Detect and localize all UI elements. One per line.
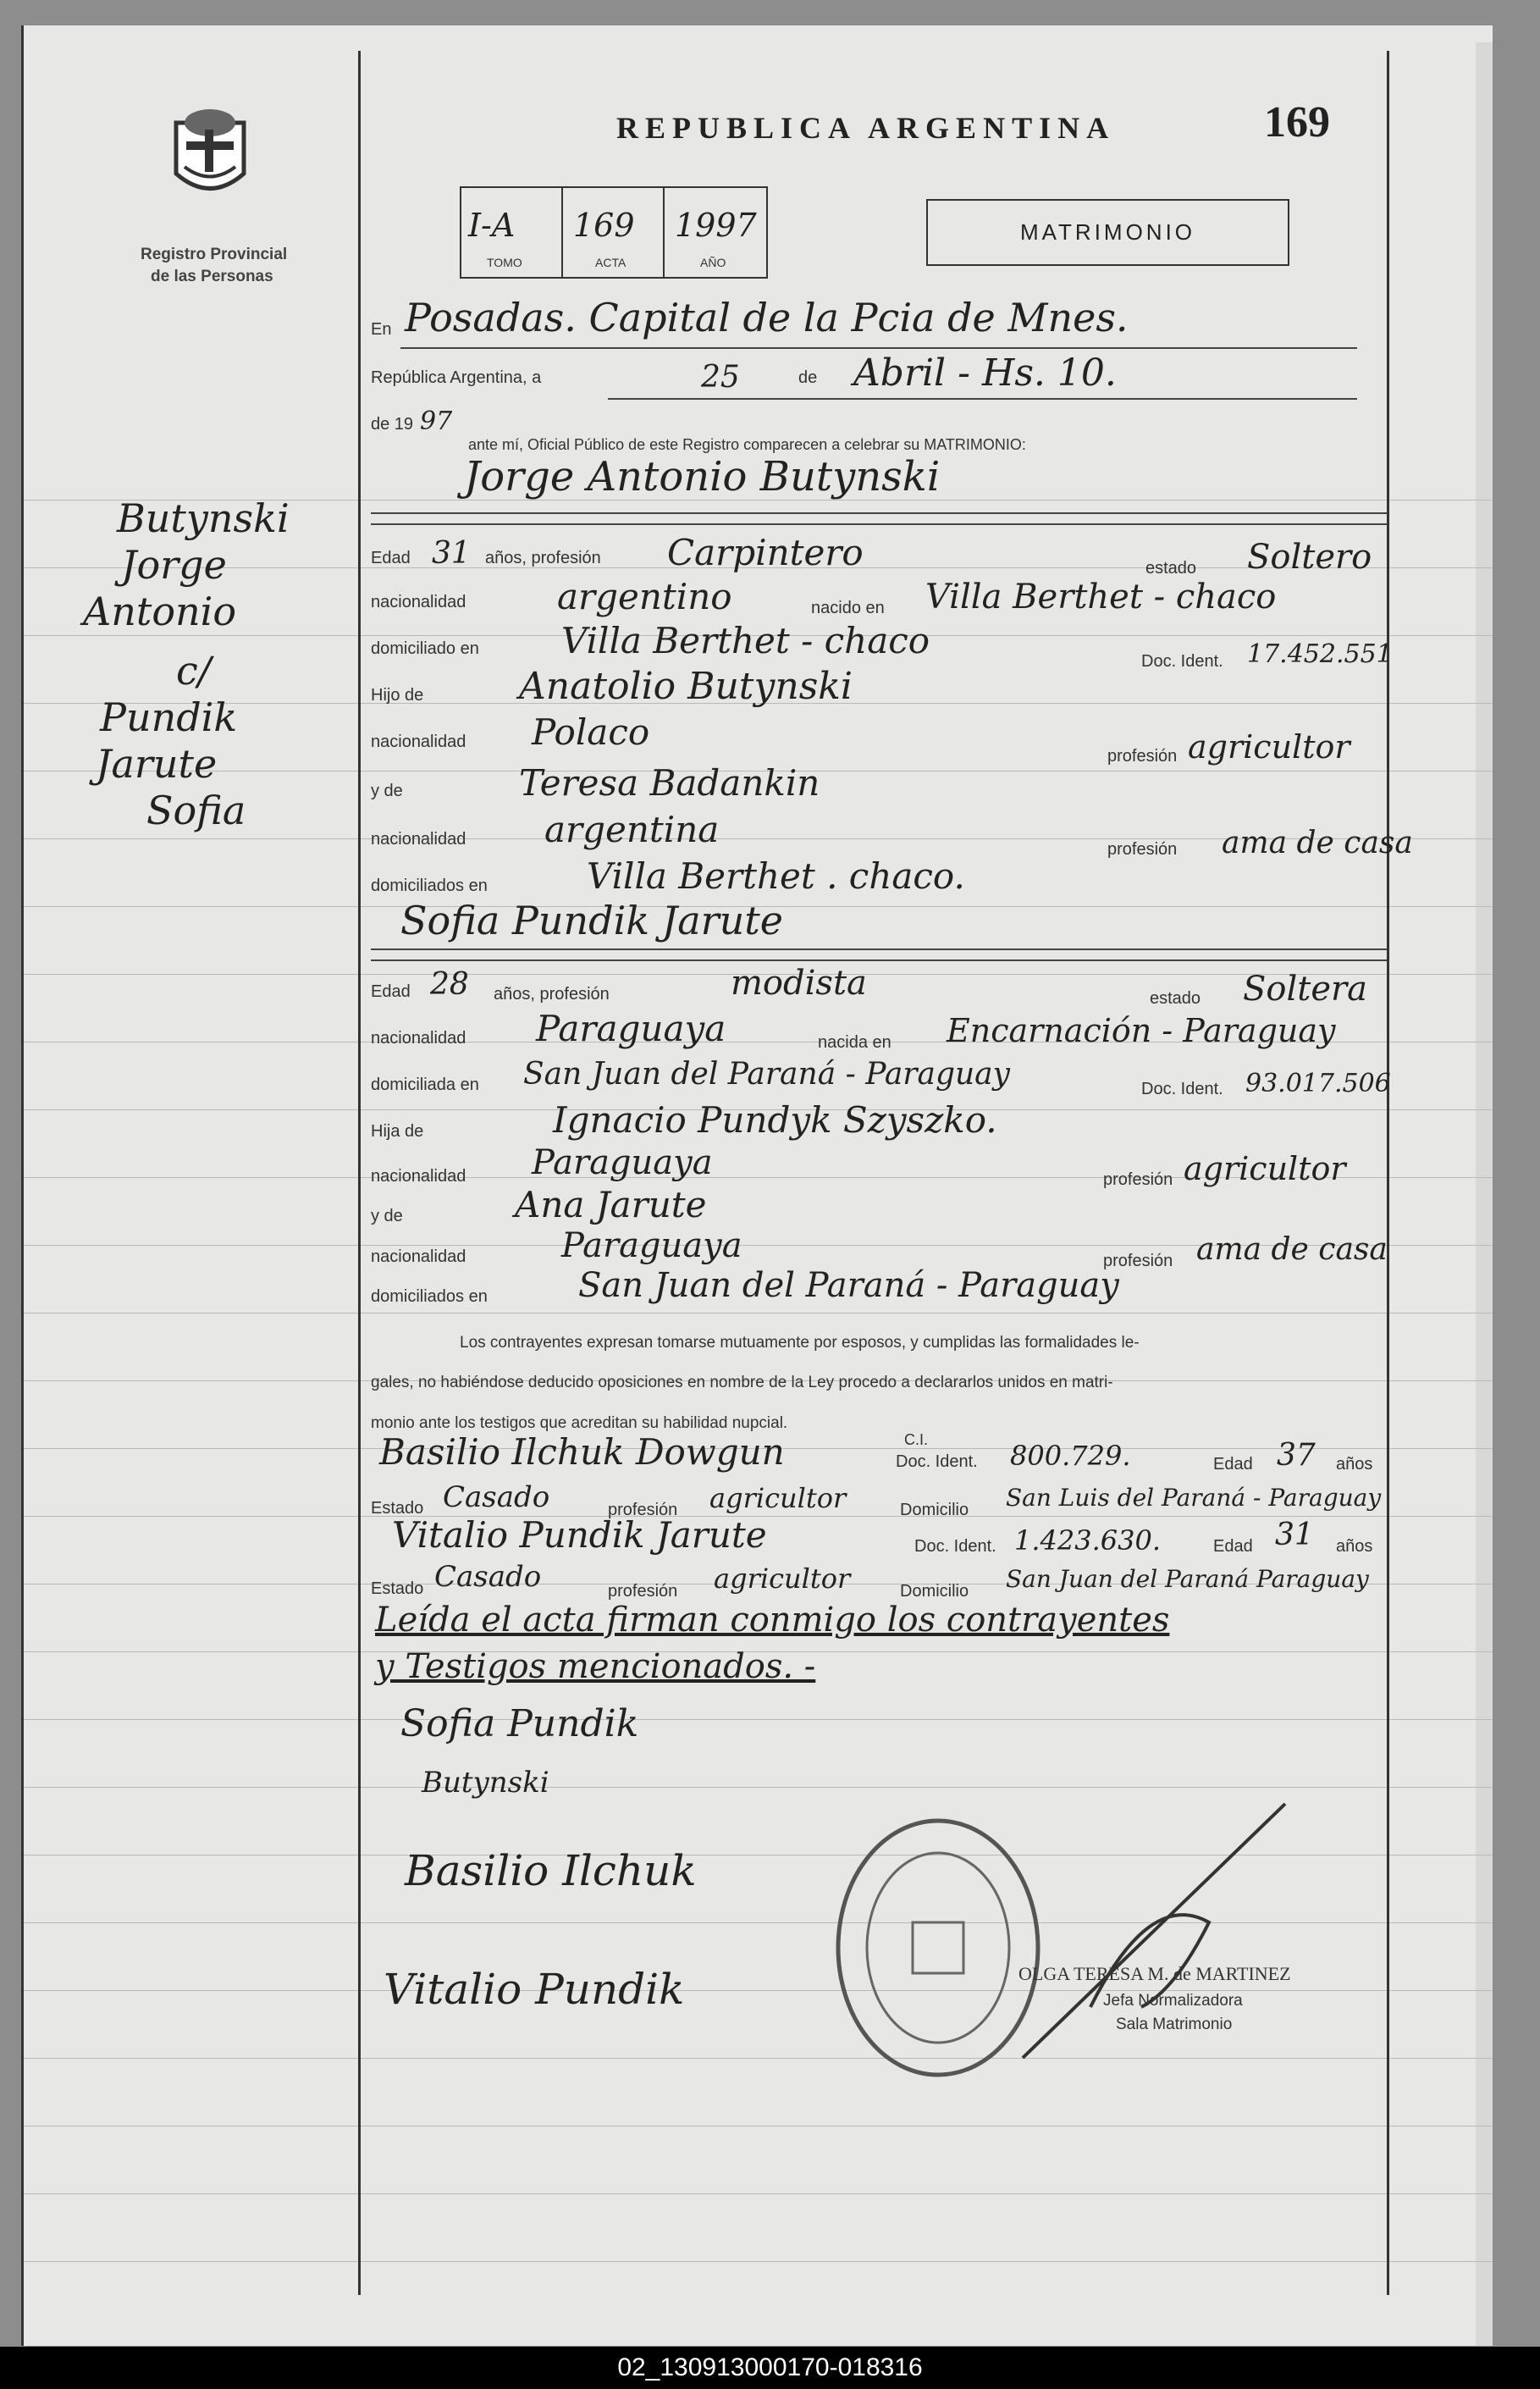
margin-first-name: Jorge bbox=[121, 542, 227, 588]
bride-father-nat-label: nacionalidad bbox=[371, 1167, 466, 1186]
bride-name: Sofia Pundik Jarute bbox=[400, 898, 783, 943]
signature-groom: Butynski bbox=[422, 1766, 549, 1800]
groom-domicile: Villa Berthet - chaco bbox=[561, 620, 930, 661]
witness1-estado-label: Estado bbox=[371, 1499, 424, 1518]
groom-name: Jorge Antonio Butynski bbox=[464, 453, 941, 500]
witness2-doc: 1.423.630. bbox=[1014, 1524, 1162, 1557]
margin-middle-name: Antonio bbox=[83, 589, 237, 634]
witness2-prof-label: profesión bbox=[608, 1582, 678, 1601]
right-border bbox=[1387, 51, 1389, 2295]
witness2-dom-label: Domicilio bbox=[900, 1582, 969, 1601]
closing-line-2: y Testigos mencionados. - bbox=[375, 1647, 816, 1686]
bride-profesion-label: años, profesión bbox=[494, 985, 610, 1004]
groom-doc: 17.452.551 bbox=[1247, 639, 1393, 669]
official-title-2: Sala Matrimonio bbox=[1116, 2016, 1233, 2033]
bride-parents-dom-label: domiciliados en bbox=[371, 1287, 488, 1306]
bride-mother: Ana Jarute bbox=[515, 1184, 707, 1225]
groom-father-profession: agricultor bbox=[1188, 728, 1350, 766]
page-edge bbox=[1476, 42, 1493, 2346]
margin-con: c/ bbox=[176, 648, 212, 694]
witness2-estado: Casado bbox=[434, 1560, 542, 1594]
margin-bride-first-name: Sofia bbox=[146, 788, 246, 833]
groom-doc-label: Doc. Ident. bbox=[1141, 652, 1223, 671]
witness1-doc-label: Doc. Ident. bbox=[896, 1452, 978, 1471]
bride-birthplace: Encarnación - Paraguay bbox=[947, 1012, 1336, 1049]
month-hour-value: Abril - Hs. 10. bbox=[853, 351, 1117, 395]
fill-line bbox=[371, 959, 1387, 961]
bride-parents-domicile: San Juan del Paraná - Paraguay bbox=[578, 1266, 1119, 1305]
en-label: En bbox=[371, 320, 392, 339]
bride-edad-label: Edad bbox=[371, 982, 411, 1001]
fill-line bbox=[371, 948, 1387, 950]
bride-mother-nat-label: nacionalidad bbox=[371, 1247, 466, 1266]
bride-nationality: Paraguaya bbox=[536, 1008, 726, 1049]
witness1-domicile: San Luis del Paraná - Paraguay bbox=[1006, 1484, 1382, 1512]
groom-edad-label: Edad bbox=[371, 549, 411, 567]
bride-yde-label: y de bbox=[371, 1207, 403, 1225]
closing-line-1: Leída el acta firman conmigo los contrayentes bbox=[375, 1601, 1170, 1640]
bride-father: Ignacio Pundyk Szyszko. bbox=[553, 1099, 997, 1141]
bride-dom-label: domiciliada en bbox=[371, 1076, 479, 1094]
bride-father-profession: agricultor bbox=[1184, 1150, 1346, 1187]
fill-line bbox=[371, 523, 1387, 525]
groom-mother: Teresa Badankin bbox=[519, 762, 820, 804]
groom-birthplace: Villa Berthet - chaco bbox=[925, 578, 1277, 617]
groom-mother-nat-label: nacionalidad bbox=[371, 830, 466, 849]
acta-label: ACTA bbox=[595, 256, 626, 269]
groom-nationality: argentino bbox=[557, 576, 732, 617]
margin-bride-second-surname: Jarute bbox=[96, 741, 218, 787]
groom-profession: Carpintero bbox=[667, 532, 864, 573]
registry-name-line1: Registro Provincial bbox=[141, 246, 288, 263]
witness1-edad-label: Edad bbox=[1213, 1455, 1253, 1474]
witness2-age: 31 bbox=[1275, 1518, 1314, 1552]
signature-witness1: Basilio Ilchuk bbox=[405, 1846, 697, 1895]
ruled-line bbox=[24, 2193, 1493, 2194]
registry-emblem-icon bbox=[168, 106, 252, 207]
witness1-anos-label: años bbox=[1336, 1455, 1373, 1474]
witness2-name: Vitalio Pundik Jarute bbox=[392, 1514, 767, 1556]
ruled-line bbox=[24, 1719, 1493, 1720]
witness1-ci: C.I. bbox=[904, 1431, 929, 1448]
witness2-doc-label: Doc. Ident. bbox=[914, 1537, 996, 1556]
groom-nat-label: nacionalidad bbox=[371, 593, 466, 611]
groom-hijo-label: Hijo de bbox=[371, 686, 424, 705]
official-title-1: Jefa Normalizadora bbox=[1103, 1992, 1243, 2010]
bride-mother-prof-label: profesión bbox=[1103, 1252, 1173, 1270]
fill-line bbox=[608, 398, 1357, 400]
act-type-box: MATRIMONIO bbox=[926, 199, 1289, 266]
bride-estado-label: estado bbox=[1150, 989, 1201, 1008]
groom-estado-label: estado bbox=[1145, 559, 1197, 578]
groom-mother-profession: ama de casa bbox=[1222, 826, 1413, 860]
witness2-domicile: San Juan del Paraná Paraguay bbox=[1006, 1565, 1369, 1593]
margin-bride-surname: Pundik bbox=[100, 694, 238, 740]
year-prefix: de 19 bbox=[371, 415, 414, 434]
declaration-line-2: gales, no habiéndose deducido oposiciones en nombre de la Ley procedo a declararlos unidos en matri- bbox=[371, 1374, 1113, 1391]
witness2-anos-label: años bbox=[1336, 1537, 1373, 1556]
groom-yde-label: y de bbox=[371, 782, 403, 800]
bride-estado: Soltera bbox=[1243, 970, 1367, 1009]
witness1-doc: 800.729. bbox=[1010, 1440, 1131, 1472]
witness1-estado: Casado bbox=[443, 1480, 550, 1514]
fill-line bbox=[400, 347, 1357, 349]
witness2-profession: agricultor bbox=[714, 1562, 851, 1595]
bride-mother-nationality: Paraguaya bbox=[561, 1226, 742, 1265]
ruled-line bbox=[24, 2261, 1493, 2262]
bride-hija-label: Hija de bbox=[371, 1122, 424, 1141]
record-box bbox=[460, 186, 768, 279]
margin-surname: Butynski bbox=[117, 495, 290, 541]
witness1-age: 37 bbox=[1277, 1438, 1316, 1473]
bride-domicile: San Juan del Paraná - Paraguay bbox=[523, 1057, 1010, 1092]
signature-bride: Sofia Pundik bbox=[400, 1702, 639, 1745]
year-suffix: 97 bbox=[420, 406, 453, 436]
witness2-edad-label: Edad bbox=[1213, 1537, 1253, 1556]
witness1-name: Basilio Ilchuk Dowgun bbox=[379, 1431, 785, 1473]
fill-line bbox=[371, 512, 1387, 514]
groom-estado: Soltero bbox=[1247, 538, 1372, 577]
bride-father-nationality: Paraguaya bbox=[532, 1143, 713, 1182]
image-code: 02_130913000170-018316 bbox=[617, 2353, 923, 2381]
republica-label: República Argentina, a bbox=[371, 368, 542, 387]
tomo-value: I-A bbox=[468, 207, 516, 244]
groom-mother-prof-label: profesión bbox=[1107, 840, 1178, 859]
tomo-label: TOMO bbox=[487, 256, 522, 269]
groom-mother-nationality: argentina bbox=[544, 809, 720, 850]
place-value: Posadas. Capital de la Pcia de Mnes. bbox=[405, 295, 1129, 340]
witness1-dom-label: Domicilio bbox=[900, 1501, 969, 1519]
groom-parents-domicile: Villa Berthet . chaco. bbox=[587, 855, 965, 897]
witness1-prof-label: profesión bbox=[608, 1501, 678, 1519]
ano-value: 1997 bbox=[675, 207, 757, 244]
bride-mother-profession: ama de casa bbox=[1196, 1232, 1388, 1267]
de-label: de bbox=[798, 368, 818, 387]
groom-father: Anatolio Butynski bbox=[519, 665, 853, 708]
ano-label: AÑO bbox=[700, 256, 726, 269]
groom-father-nat-label: nacionalidad bbox=[371, 733, 466, 751]
acta-value: 169 bbox=[573, 207, 635, 244]
groom-age: 31 bbox=[432, 536, 471, 571]
groom-dom-label: domiciliado en bbox=[371, 639, 479, 658]
image-code-bar bbox=[0, 2347, 1540, 2389]
groom-nacido-label: nacido en bbox=[811, 599, 885, 617]
groom-parents-dom-label: domiciliados en bbox=[371, 877, 488, 895]
country-header: REPUBLICA ARGENTINA bbox=[616, 111, 1116, 145]
bride-nacida-label: nacida en bbox=[818, 1033, 891, 1052]
declaration-line-1: Los contrayentes expresan tomarse mutuamente por esposos, y cumplidas las formalidades le- bbox=[460, 1334, 1140, 1352]
bride-doc-label: Doc. Ident. bbox=[1141, 1080, 1223, 1098]
declaration-line-3: monio ante los testigos que acreditan su habilidad nupcial. bbox=[371, 1414, 788, 1432]
groom-profesion-label: años, profesión bbox=[485, 549, 601, 567]
signature-witness2: Vitalio Pundik bbox=[384, 1965, 685, 2014]
folio-number: 169 bbox=[1264, 98, 1330, 147]
margin-divider bbox=[358, 51, 361, 2295]
bride-nat-label: nacionalidad bbox=[371, 1029, 466, 1048]
groom-father-prof-label: profesión bbox=[1107, 747, 1178, 766]
witness2-estado-label: Estado bbox=[371, 1579, 424, 1598]
bride-doc: 93.017.506 bbox=[1245, 1069, 1391, 1098]
bride-profession: modista bbox=[731, 964, 867, 1003]
registry-name-line2: de las Personas bbox=[151, 268, 273, 285]
groom-father-nationality: Polaco bbox=[532, 711, 650, 753]
official-name: OLGA TERESA M. de MARTINEZ bbox=[1018, 1963, 1291, 1984]
bride-age: 28 bbox=[430, 967, 469, 1002]
appearance-statement: ante mí, Oficial Público de este Registro comparecen a celebrar su MATRIMONIO: bbox=[468, 436, 1026, 453]
day-value: 25 bbox=[701, 360, 740, 395]
witness1-profession: agricultor bbox=[709, 1482, 847, 1514]
bride-father-prof-label: profesión bbox=[1103, 1170, 1173, 1189]
register-page bbox=[21, 25, 1493, 2346]
